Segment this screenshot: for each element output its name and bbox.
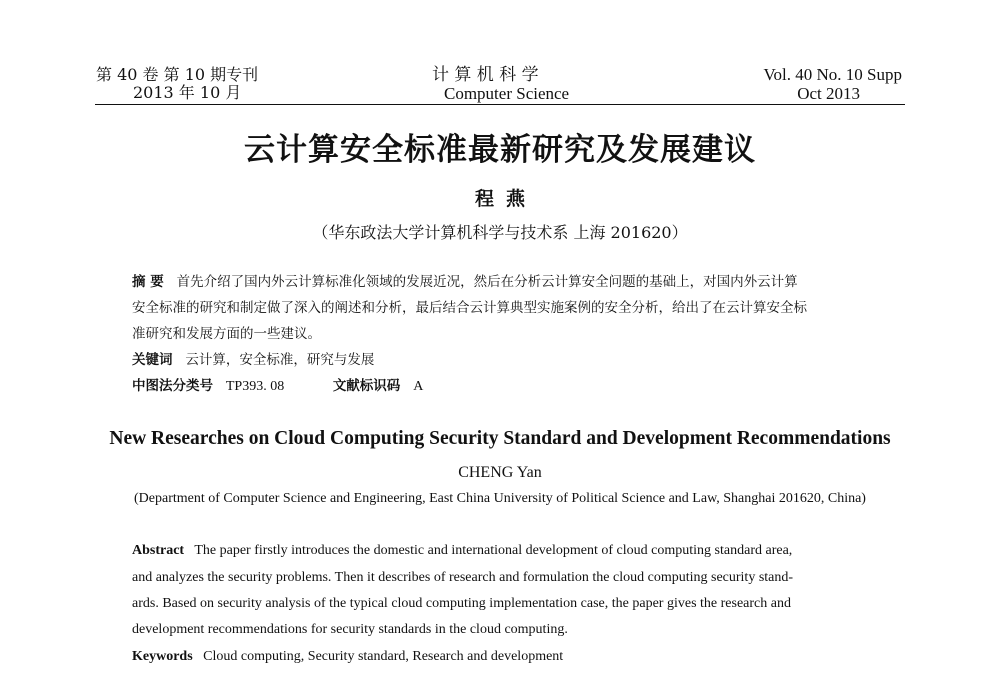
- abstract-cn-line: 准研究和发展方面的一些建议。: [132, 326, 321, 342]
- keywords-cn-label: 关键词: [132, 352, 173, 368]
- abstract-en-line: and analyzes the security problems. Then it describes of research and formulation the cloud computing security stand-: [132, 570, 794, 585]
- header-rule: [95, 104, 905, 105]
- affiliation-cn: （华东政法大学计算机科学与技术系 上海 201620）: [312, 223, 688, 242]
- abstract-en-line: The paper firstly introduces the domestic and international development of cloud computing standard area,: [194, 543, 793, 558]
- document-code-value: A: [413, 379, 424, 394]
- abstract-en: [132, 543, 792, 559]
- keywords-cn-text: 云计算，安全标准，研究与发展: [185, 352, 375, 368]
- document-code-label: 文献标识码: [332, 378, 401, 394]
- classification-value: TP393. 08: [225, 379, 285, 394]
- keywords-en-label: Keywords: [132, 649, 193, 664]
- abstract-en-line: ards. Based on security analysis of the typical cloud computing implementation case, the paper gives the research and: [132, 596, 791, 611]
- date-cn: 2013 年 10 月: [133, 83, 242, 102]
- abstract-cn-line: 安全标准的研究和制定做了深入的阐述和分析，最后结合云计算典型实施案例的安全分析，给出了在云计算安全标: [132, 300, 807, 316]
- affiliation-en: (Department of Computer Science and Engineering, East China University of Political Science and Law, Shanghai 201620, China): [134, 491, 866, 506]
- author-en: CHENG Yan: [458, 464, 542, 481]
- volume-issue-cn: 第 40 卷 第 10 期专刊: [96, 65, 259, 84]
- keywords-en: [132, 649, 563, 665]
- keywords-en-text: Cloud computing, Security standard, Research and development: [203, 649, 564, 664]
- volume-issue-en: Vol. 40 No. 10 Supp: [763, 65, 902, 84]
- classification-label: 中图法分类号: [132, 378, 213, 394]
- date-en: Oct 2013: [797, 84, 860, 103]
- abstract-en-label: Abstract: [132, 543, 185, 558]
- abstract-cn: [132, 270, 872, 294]
- classification-line: [132, 374, 872, 399]
- paper-title-cn: 云计算安全标准最新研究及发展建议: [244, 132, 756, 168]
- journal-title-en: Computer Science: [444, 84, 570, 103]
- paper-title-en: New Researches on Cloud Computing Security Standard and Development Recommendations: [109, 428, 891, 449]
- author-cn: 程燕: [474, 188, 537, 210]
- abstract-cn-line: 首先介绍了国内外云计算标准化领域的发展近况，然后在分析云计算安全问题的基础上，对国内外云计算: [176, 274, 798, 290]
- keywords-cn: [132, 348, 872, 372]
- abstract-cn-label: 摘 要: [132, 274, 164, 290]
- abstract-en-line: development recommendations for security standards in the cloud computing.: [132, 622, 568, 637]
- journal-title-cn: 计 算 机 科 学: [432, 65, 539, 85]
